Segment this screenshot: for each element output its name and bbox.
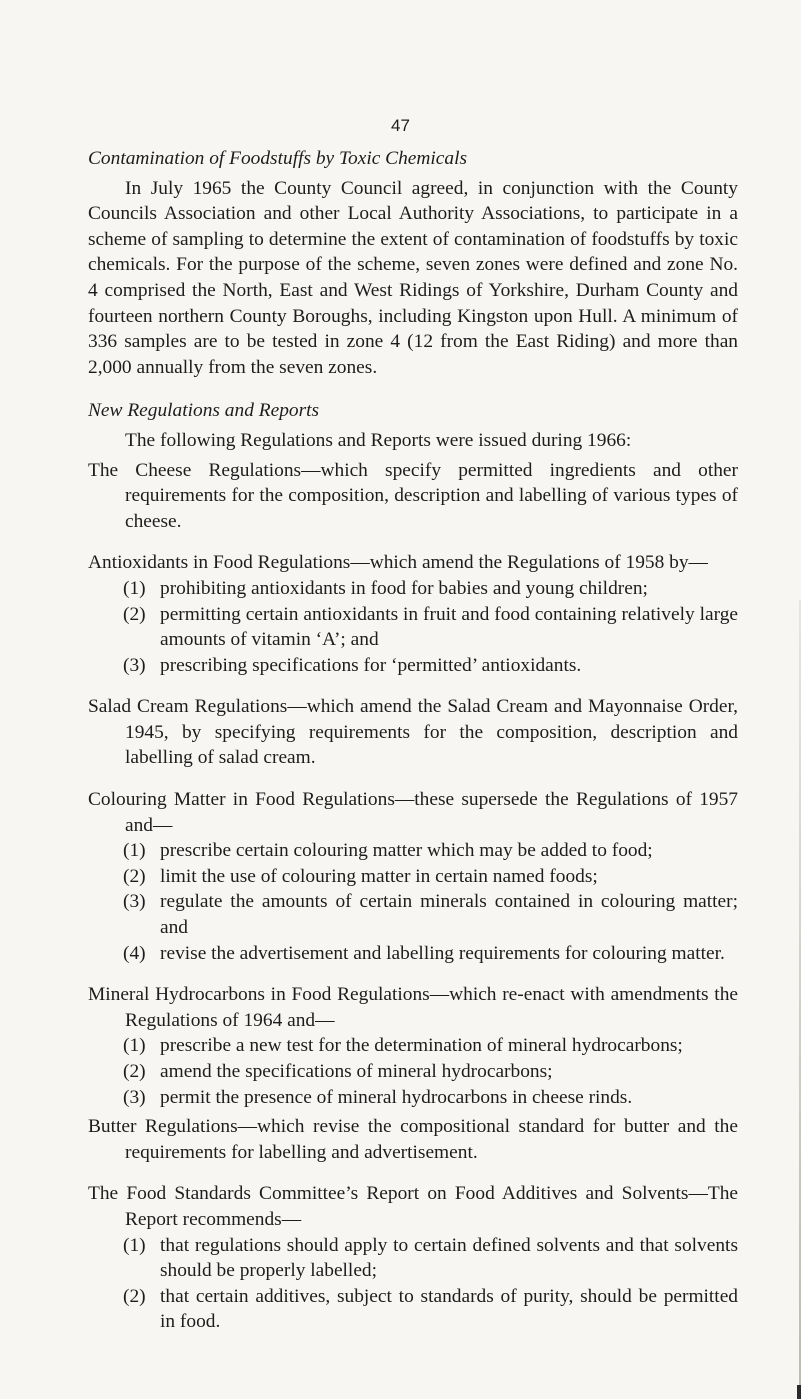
list-item-text: limit the use of colouring matter in certain named foods;: [160, 865, 598, 887]
list-item-text: prescribe certain colouring matter which may be added to food;: [160, 840, 653, 862]
list-item-number: (3): [123, 891, 146, 913]
cheese-text: The Cheese Regulations—which specify permitted ingredients and other requirements for the composition, description and labelling of various types of cheese.: [88, 459, 738, 532]
list-item-text: that regulations should apply to certain defined solvents and that solvents should be properly labelled;: [160, 1234, 738, 1282]
list-item: [123, 838, 738, 864]
mineral-lead: Mineral Hydrocarbons in Food Regulations—which re-enact with amendments the Regulations of 1964 and—: [88, 984, 738, 1031]
page-number: 47: [391, 116, 410, 135]
list-item-number: (4): [123, 942, 146, 964]
list-item: [123, 889, 738, 940]
list-item: [123, 1085, 738, 1111]
list-item-text: revise the advertisement and labelling requirements for colouring matter.: [160, 942, 725, 964]
list-item: [123, 941, 738, 967]
list-item: [123, 653, 738, 679]
page-content: [88, 146, 738, 1335]
scan-corner-mark: [797, 1385, 801, 1399]
regulations-intro: The following Regulations and Reports were issued during 1966:: [125, 429, 632, 451]
list-item-number: (2): [123, 865, 146, 887]
food-standards-lead: The Food Standards Committee’s Report on Food Additives and Solvents—The Report recommends—: [88, 1183, 738, 1230]
list-item: [123, 1033, 738, 1059]
colouring-list: [88, 838, 738, 966]
food-standards-report: [88, 1181, 738, 1335]
butter-text: Butter Regulations—which revise the compositional standard for butter and the requirements for labelling and advertisement.: [88, 1116, 738, 1163]
antioxidants-lead: Antioxidants in Food Regulations—which amend the Regulations of 1958 by—: [88, 552, 708, 574]
mineral-hydrocarbons-regulations: [88, 982, 738, 1110]
list-item-text: permit the presence of mineral hydrocarbons in cheese rinds.: [160, 1086, 633, 1108]
list-item-text: regulate the amounts of certain minerals contained in colouring matter; and: [160, 891, 738, 939]
cheese-regulations: [88, 458, 738, 535]
list-item: [123, 1233, 738, 1284]
list-item-text: amend the specifications of mineral hydrocarbons;: [160, 1061, 553, 1082]
list-item: [123, 602, 738, 653]
list-item-number: (1): [123, 840, 146, 862]
list-item-text: prescribe a new test for the determination of mineral hydrocarbons;: [160, 1035, 683, 1057]
list-item-number: (1): [123, 577, 146, 599]
list-item-text: that certain additives, subject to standards of purity, should be permitted in food.: [160, 1285, 738, 1333]
list-item: [123, 576, 738, 602]
list-item-text: prohibiting antioxidants in food for babies and young children;: [160, 577, 648, 599]
list-item-number: (3): [123, 654, 146, 676]
list-item-number: (2): [123, 1285, 146, 1307]
section-title-regulations: New Regulations and Reports: [88, 400, 320, 422]
list-item: [123, 864, 738, 890]
list-item-number: (2): [123, 1061, 146, 1082]
list-item: [123, 1284, 738, 1335]
list-item-number: (3): [123, 1086, 146, 1108]
list-item-number: (1): [123, 1234, 146, 1256]
salad-cream-text: Salad Cream Regulations—which amend the Salad Cream and Mayonnaise Order, 1945, by specifying requirements for the composition, description and labelling of salad cream.: [88, 696, 738, 769]
list-item-number: (2): [123, 603, 146, 625]
antioxidants-regulations: [88, 550, 738, 678]
colouring-lead: Colouring Matter in Food Regulations—these supersede the Regulations of 1957 and—: [88, 789, 738, 836]
antioxidants-list: [88, 576, 738, 678]
food-standards-list: [88, 1233, 738, 1335]
colouring-regulations: [88, 787, 738, 966]
salad-cream-regulations: [88, 694, 738, 771]
list-item-text: prescribing specifications for ‘permitted’ antioxidants.: [160, 654, 582, 676]
list-item: [123, 1059, 738, 1085]
mineral-list: [88, 1033, 738, 1110]
list-item-number: (1): [123, 1035, 146, 1057]
contamination-paragraph: In July 1965 the County Council agreed, in conjunction with the County Councils Association and other Local Authority Associations, to participate in a scheme of sampling to determine the extent of contamination of foodstuffs by toxic chemicals. For the purpose of the scheme, seven zones were defined and zone No. 4 comprised the North, East and West Ridings of Yorkshire, Durham County and fourteen northern County Boroughs, including Kingston upon Hull. A minimum of 336 samples are to be tested in zone 4 (12 from the East Riding) and more than 2,000 annually from the seven zones.: [88, 177, 738, 378]
butter-regulations: [88, 1114, 738, 1165]
section-title-contamination: Contamination of Foodstuffs by Toxic Chemicals: [88, 148, 468, 169]
list-item-text: permitting certain antioxidants in fruit and food containing relatively large amounts of vitamin ‘A’; and: [160, 603, 738, 651]
